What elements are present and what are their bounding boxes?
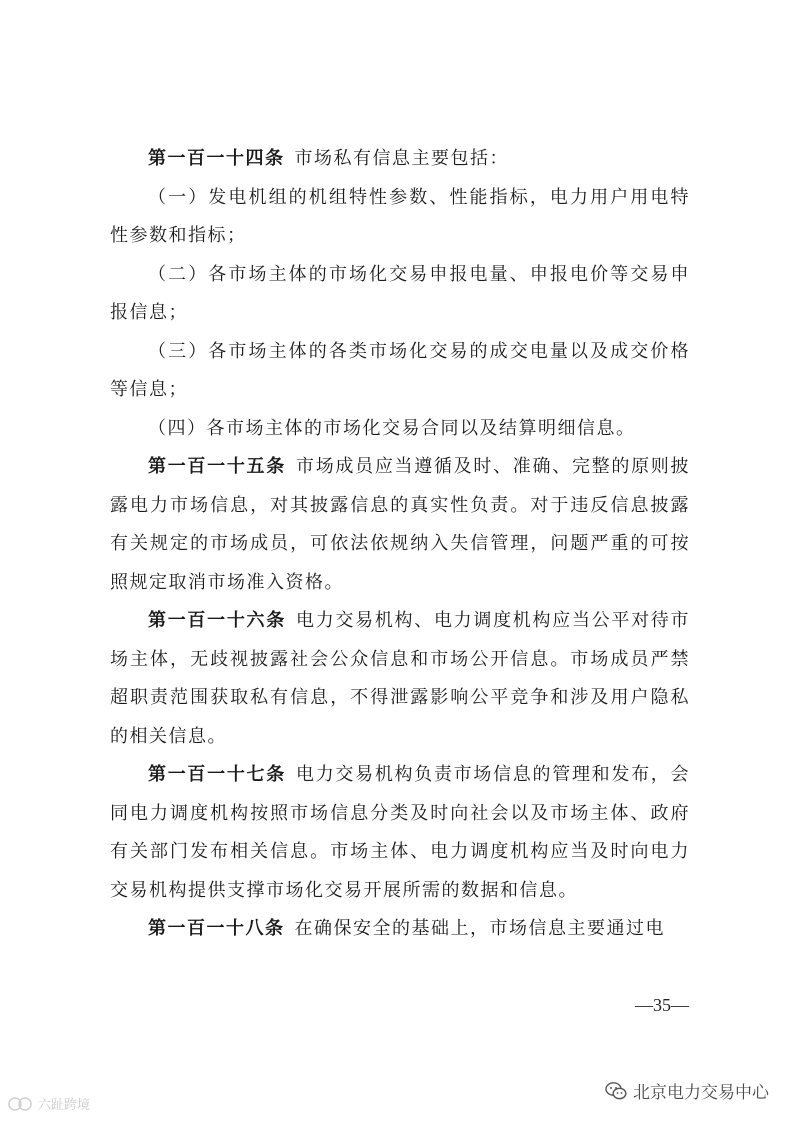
- paragraph-text: 在确保安全的基础上，市场信息主要通过电: [294, 918, 665, 939]
- paragraph-text: （四）各市场主体的市场化交易合同以及结算明细信息。: [148, 417, 636, 439]
- corner-watermark: [8, 1094, 90, 1113]
- page-number: —35—: [635, 995, 689, 1015]
- paragraph: [110, 448, 690, 602]
- paragraph-text: （二）各市场主体的市场化交易申报电量、申报电价等交易申报信息；: [110, 263, 690, 323]
- article-number: 第一百一十七条: [148, 764, 286, 785]
- article-number: 第一百一十五条: [148, 456, 286, 477]
- watermark-text: 六趾跨境: [38, 1098, 91, 1113]
- paragraph: [110, 910, 690, 949]
- paragraph: [110, 410, 690, 449]
- paragraph-text: 电力交易机构负责市场信息的管理和发布，会同电力调度机构按照市场信息分类及时向社会以及市场主体、政府有关部门发布相关信息。市场主体、电力调度机构应当及时向电力交易机构提供支撑市场化交易开展所需的数据和信息。: [110, 764, 691, 901]
- article-number: 第一百一十八条: [148, 918, 285, 939]
- wechat-icon: [605, 1081, 627, 1101]
- paragraph: [110, 179, 690, 256]
- paragraph-text: （一）发电机组的机组特性参数、性能指标，电力用户用电特性参数和指标；: [110, 186, 690, 246]
- paragraph: [110, 256, 690, 333]
- paragraph: [110, 602, 690, 756]
- paragraph-text: 市场私有信息主要包括：: [294, 148, 509, 169]
- article-number: 第一百一十四条: [148, 148, 285, 169]
- paragraph: [110, 333, 690, 410]
- watermark-logo-icon: [8, 1096, 34, 1112]
- paragraph: [110, 140, 690, 179]
- paragraph: [110, 756, 690, 910]
- paragraph-text: 市场成员应当遵循及时、准确、完整的原则披露电力市场信息，对其披露信息的真实性负责。对于违反信息披露有关规定的市场成员，可依法依规纳入失信管理，问题严重的可按照规定取消市场准入资格。: [110, 456, 691, 593]
- wechat-watermark: [605, 1078, 769, 1103]
- paragraph-text: （三）各市场主体的各类市场化交易的成交电量以及成交价格等信息；: [110, 340, 690, 400]
- paragraph-text: 电力交易机构、电力调度机构应当公平对待市场主体，无歧视披露社会公众信息和市场公开信息。市场成员严禁超职责范围获取私有信息，不得泄露影响公平竞争和涉及用户隐私的相关信息。: [110, 610, 691, 747]
- document-body: [110, 140, 690, 949]
- wechat-account-name: 北京电力交易中心: [633, 1083, 769, 1103]
- article-number: 第一百一十六条: [148, 610, 286, 631]
